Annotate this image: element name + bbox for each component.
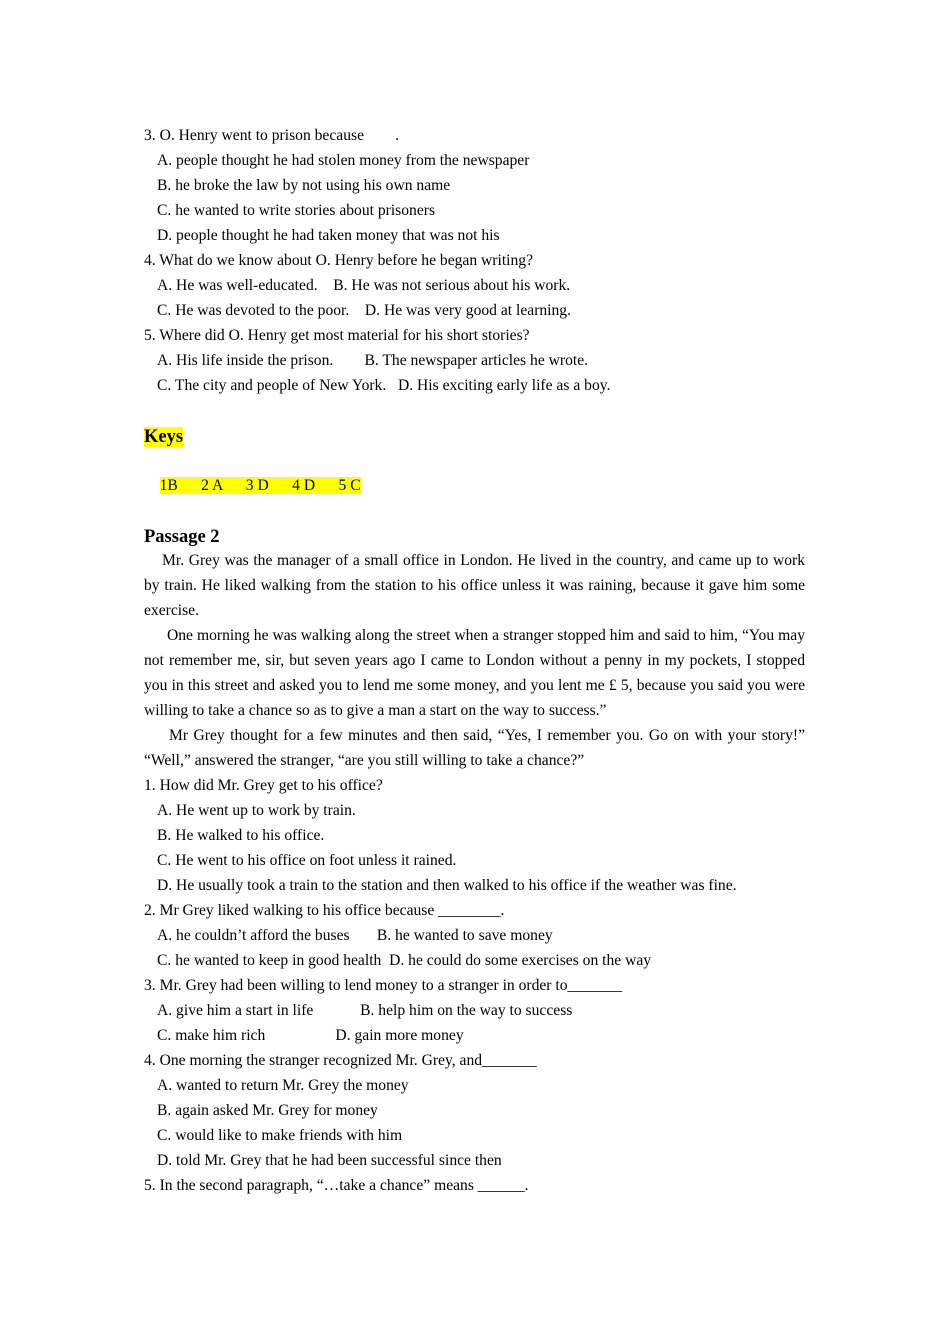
- p2-question-4-option-d: D. told Mr. Grey that he had been successful since then: [157, 1152, 502, 1169]
- question-3-option-a: A. people thought he had stolen money from the newspaper: [157, 152, 530, 169]
- question-3-option-c: C. he wanted to write stories about prisoners: [157, 202, 436, 219]
- p2-question-5-stem: 5. In the second paragraph, “…take a chance” means ______.: [144, 1177, 529, 1194]
- p2-question-2-options-ab: A. he couldn’t afford the buses B. he wanted to save money: [157, 927, 553, 944]
- question-3-option-d: D. people thought he had taken money that was not his: [157, 227, 500, 244]
- passage-2-question-3: [144, 973, 805, 1048]
- passage-2-paragraph-3: Mr Grey thought for a few minutes and then said, “Yes, I remember you. Go on with your story!” “Well,” answered the stranger, “are you still willing to take a chance?”: [144, 727, 805, 769]
- passage-2-question-4: [144, 1048, 805, 1173]
- question-5-stem: 5. Where did O. Henry get most material for his short stories?: [144, 327, 530, 344]
- question-4-stem: 4. What do we know about O. Henry before he began writing?: [144, 252, 534, 269]
- p2-question-3-options-cd: C. make him rich D. gain more money: [157, 1027, 464, 1044]
- p2-question-2-stem: 2. Mr Grey liked walking to his office because ________.: [144, 902, 505, 919]
- passage-2-paragraph-1: Mr. Grey was the manager of a small office in London. He lived in the country, and came up to work by train. He liked walking from the station to his office unless it was raining, because it gave him some exercise.: [144, 552, 805, 619]
- p2-question-3-stem: 3. Mr. Grey had been willing to lend money to a stranger in order to_______: [144, 977, 623, 994]
- question-4: [144, 248, 805, 323]
- question-4-options-cd: C. He was devoted to the poor. D. He was very good at learning.: [157, 302, 572, 319]
- p2-question-1-option-d: D. He usually took a train to the station and then walked to his office if the weather was fine.: [157, 877, 737, 894]
- passage-2-question-5: [144, 1173, 805, 1198]
- question-3-stem: 3. O. Henry went to prison because .: [144, 127, 400, 144]
- p2-question-2-options-cd: C. he wanted to keep in good health D. he could do some exercises on the way: [157, 952, 652, 969]
- keys-heading-text: Keys: [144, 427, 184, 447]
- p2-question-1-option-a: A. He went up to work by train.: [157, 802, 356, 819]
- p2-question-1-stem: 1. How did Mr. Grey get to his office?: [144, 777, 383, 794]
- p2-question-1-option-c: C. He went to his office on foot unless it rained.: [157, 852, 457, 869]
- p2-question-4-stem: 4. One morning the stranger recognized Mr. Grey, and_______: [144, 1052, 537, 1069]
- p2-question-3-options-ab: A. give him a start in life B. help him on the way to success: [157, 1002, 573, 1019]
- question-4-options-ab: A. He was well-educated. B. He was not serious about his work.: [157, 277, 571, 294]
- question-3-option-b: B. he broke the law by not using his own name: [157, 177, 451, 194]
- p2-question-4-option-a: A. wanted to return Mr. Grey the money: [157, 1077, 409, 1094]
- document-page: [144, 123, 805, 1198]
- passage-2-question-2: [144, 898, 805, 973]
- p2-question-4-option-b: B. again asked Mr. Grey for money: [157, 1102, 378, 1119]
- p2-question-1-option-b: B. He walked to his office.: [157, 827, 325, 844]
- question-3: [144, 123, 805, 248]
- passage-2-question-1: [144, 773, 805, 898]
- passage-2-heading: Passage 2: [144, 527, 220, 547]
- keys-answers: [144, 448, 805, 494]
- keys-heading: [144, 423, 805, 448]
- question-5: [144, 323, 805, 398]
- passage-2-paragraph-2: One morning he was walking along the street when a stranger stopped him and said to him, “You may not remember me, sir, but seven years ago I came to London without a penny in my pockets, I stopped you in this street and asked you to lend me some money, and you lent me £ 5, because you said you were willing to take a chance so as to give a man a start on the way to success.”: [144, 627, 805, 719]
- question-5-options-cd: C. The city and people of New York. D. His exciting early life as a boy.: [157, 377, 611, 394]
- question-5-options-ab: A. His life inside the prison. B. The newspaper articles he wrote.: [157, 352, 589, 369]
- keys-answers-text: 1B 2 A 3 D 4 D 5 C: [159, 477, 361, 494]
- p2-question-4-option-c: C. would like to make friends with him: [157, 1127, 403, 1144]
